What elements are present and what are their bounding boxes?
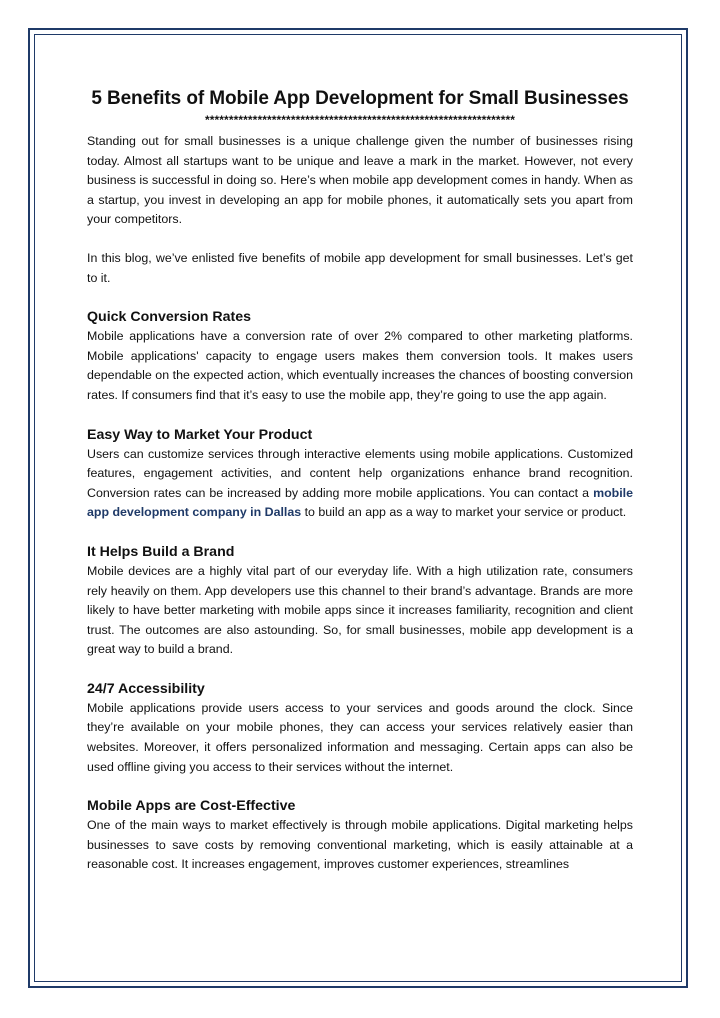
section-heading: Quick Conversion Rates: [87, 309, 251, 326]
document-title: 5 Benefits of Mobile App Development for Small Businesses: [91, 88, 629, 109]
paragraph-gap: [87, 660, 633, 679]
section-heading: 24/7 Accessibility: [87, 680, 205, 697]
section-build-a-brand: [87, 542, 633, 660]
title-separator: *****************************************************************: [204, 113, 516, 127]
document-body: [87, 86, 633, 875]
section-quick-conversion-rates: [87, 307, 633, 405]
section-cost-effective: [87, 796, 633, 875]
paragraph-gap: [87, 777, 633, 796]
section-heading: Easy Way to Market Your Product: [87, 426, 313, 443]
section-accessibility: [87, 679, 633, 777]
intro-paragraph-2: In this blog, we’ve enlisted five benefits of mobile app development for small businesses. Let’s get to it.: [87, 250, 633, 285]
body-text-before-link: Users can customize services through interactive elements using mobile applications. Customized features, engagement activities, and content help organizations enhance brand recognition. Conversion rates can be increased by adding more mobile applications. You can contact a: [87, 446, 633, 500]
section-heading: Mobile Apps are Cost-Effective: [87, 798, 296, 815]
company-link[interactable]: mobile app development company in Dallas: [87, 485, 633, 520]
paragraph-gap: [87, 523, 633, 542]
section-easy-way-to-market: [87, 425, 633, 523]
paragraph-gap: [87, 406, 633, 425]
section-body: Mobile applications have a conversion rate of over 2% compared to other marketing platforms. Mobile applications' capacity to engage users makes them conversion tools. It makes users dependable on the expected action, which eventually increases the chances of boosting conversion rates. If consumers find that it’s easy to use the mobile app, they’re going to use the app again.: [87, 329, 633, 402]
section-body: Mobile applications provide users access to your services and goods around the clock. Since they’re available on your mobile phones, they can access your services relatively easier than websites. Moreover, it offers personalized information and messaging. Certain apps can also be used offline giving you access to their services without the internet.: [87, 700, 633, 774]
intro-paragraph-1: Standing out for small businesses is a unique challenge given the number of businesses rising today. Almost all startups want to be unique and leave a mark in the market. However, not every business is successful in doing so. Here’s when mobile app development comes in handy. When as a startup, you invest in developing an app for mobile phones, it automatically sets you apart from your competitors.: [87, 134, 633, 227]
body-text-after-link: to build an app as a way to market your service or product.: [301, 505, 627, 520]
section-body: Mobile devices are a highly vital part of our everyday life. With a high utilization rate, consumers rely heavily on them. App developers use this channel to their brand’s advantage. Brands are more likely to have better marketing with mobile apps since it increases familiarity, recognition and client trust. The outcomes are also astounding. So, for small businesses, mobile app development is a great way to build a brand.: [87, 563, 633, 657]
section-body: One of the main ways to market effectively is through mobile applications. Digital marketing helps businesses to save costs by removing conventional marketing, which is easily attainable at a reasonable cost. It increases engagement, improves customer experiences, streamlines: [87, 818, 633, 872]
paragraph-gap: [87, 288, 633, 307]
section-body: [87, 445, 633, 523]
section-heading: It Helps Build a Brand: [87, 543, 235, 560]
paragraph-gap: [87, 230, 633, 249]
